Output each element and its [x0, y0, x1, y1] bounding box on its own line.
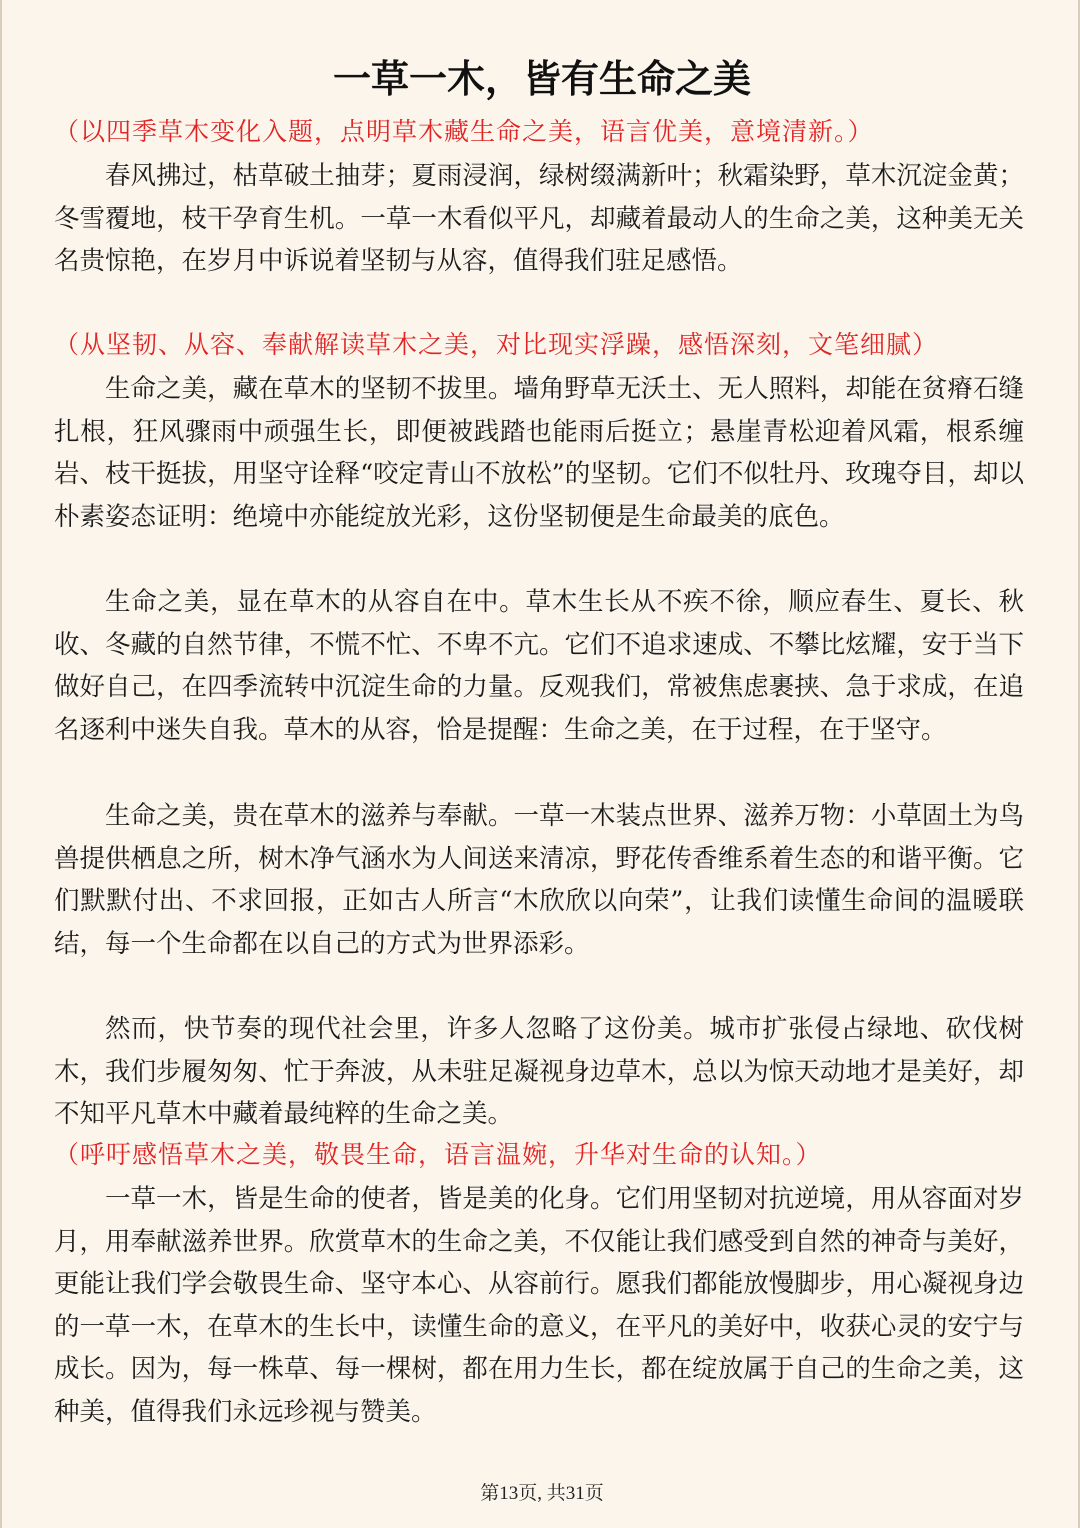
essay-title: 一草一木，皆有生命之美 — [332, 56, 751, 101]
paragraph-composure: 生命之美，显在草木的从容自在中。草木生长从不疾不徐，顺应春生、夏长、秋收、冬藏的自然节律，不慌不忙、不卑不亢。它们不追求速成、不攀比炫耀，安于当下做好自己，在四季流转中沉淀生命的力量。反观我们，常被焦虑裹挟、急于求成，在追名逐利中迷失自我。草木的从容，恰是提醒：生命之美，在于过程，在于坚守。 — [54, 587, 1024, 745]
paragraph-contrast: 然而，快节奏的现代社会里，许多人忽略了这份美。城市扩张侵占绿地、砍伐树木，我们步履匆匆、忙于奔波，从未驻足凝视身边草木，总以为惊天动地才是美好，却不知平凡草木中藏着最纯粹的生命之美。 — [54, 1014, 1024, 1130]
paragraph-intro: 春风拂过，枯草破土抽芽；夏雨浸润，绿树缀满新叶；秋霜染野，草木沉淀金黄；冬雪覆地，枝干孕育生机。一草一木看似平凡，却藏着最动人的生命之美，这种美无关名贵惊艳，在岁月中诉说着坚韧与从容，值得我们驻足感悟。 — [54, 161, 1024, 277]
paragraph-dedication: 生命之美，贵在草木的滋养与奉献。一草一木装点世界、滋养万物：小草固土为鸟兽提供栖息之所，树木净气涵水为人间送来清凉，野花传香维系着生态的和谐平衡。它们默默付出、不求回报，正如古人所言“木欣欣以向荣”，让我们读懂生命间的温暖联结，每一个生命都在以自己的方式为世界添彩。 — [54, 801, 1024, 959]
paragraph-conclusion: 一草一木，皆是生命的使者，皆是美的化身。它们用坚韧对抗逆境，用从容面对岁月，用奉献滋养世界。欣赏草木的生命之美，不仅能让我们感受到自然的神奇与美好，更能让我们学会敬畏生命、坚守本心、从容前行。愿我们都能放慢脚步，用心凝视身边的一草一木，在草木的生长中，读懂生命的意义，在平凡的美好中，收获心灵的安宁与成长。因为，每一株草、每一棵树，都在用力生长，都在绽放属于自己的生命之美，这种美，值得我们永远珍视与赞美。 — [54, 1184, 1024, 1427]
annotation-conclusion: （呼吁感悟草木之美，敬畏生命，语言温婉，升华对生命的认知。） — [54, 1140, 822, 1169]
paragraph-resilience: 生命之美，藏在草木的坚韧不拔里。墙角野草无沃土、无人照料，却能在贫瘠石缝扎根，狂风骤雨中顽强生长，即便被践踏也能雨后挺立；悬崖青松迎着风霜，根系缠岩、枝干挺拔，用坚守诠释“咬定青山不放松”的坚韧。它们不似牡丹、玫瑰夺目，却以朴素姿态证明：绝境中亦能绽放光彩，这份坚韧便是生命最美的底色。 — [54, 374, 1024, 532]
page-number: 第13页, 共31页 — [480, 1483, 604, 1504]
annotation-body: （从坚韧、从容、奉献解读草木之美，对比现实浮躁，感悟深刻，文笔细腻） — [54, 330, 939, 359]
annotation-intro: （以四季草木变化入题，点明草木藏生命之美，语言优美，意境清新。） — [54, 117, 874, 146]
